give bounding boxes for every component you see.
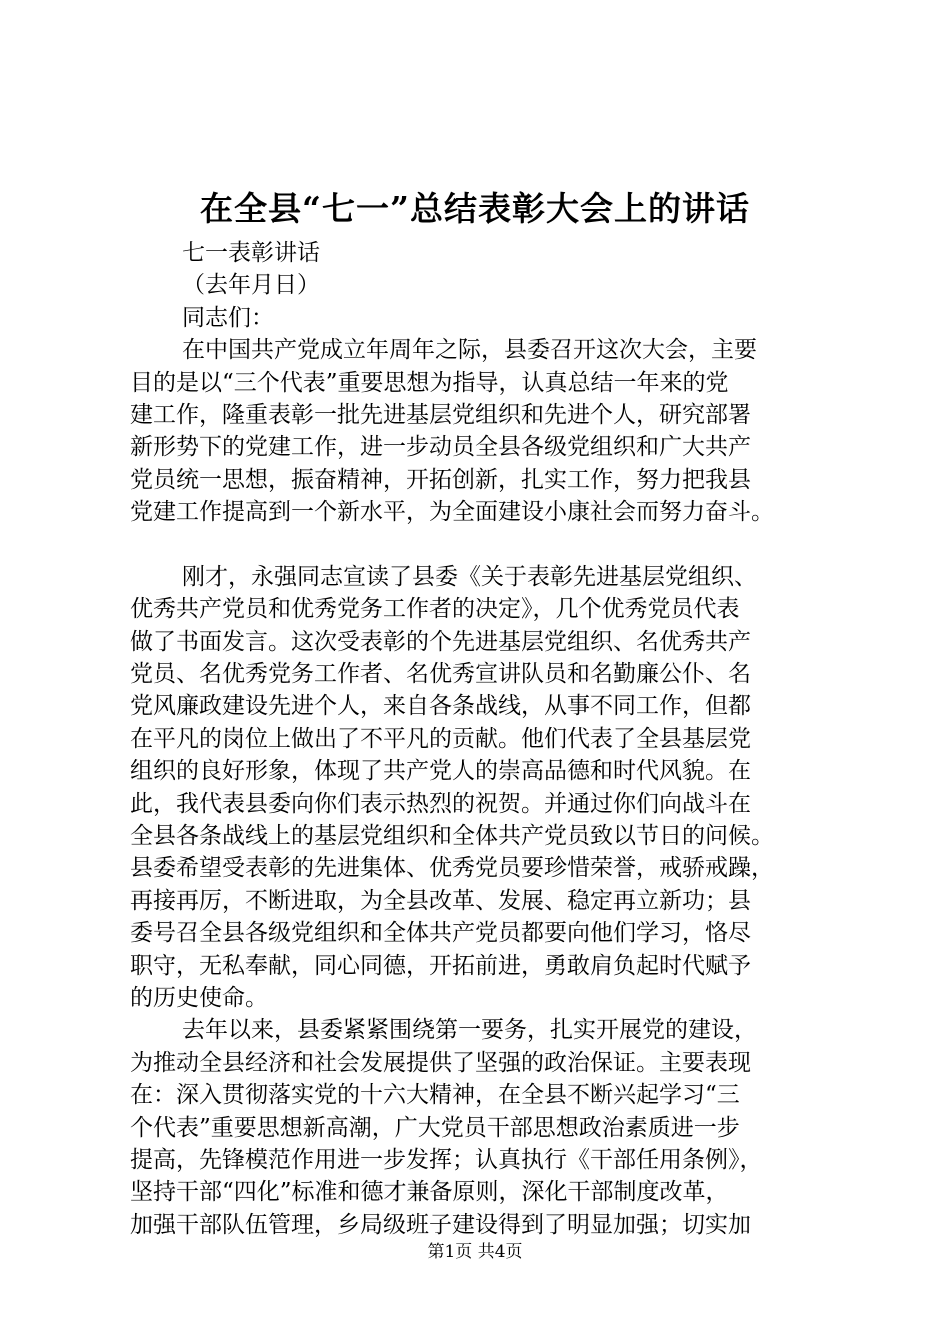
paragraph-line: 刚才，永强同志宣读了县委《关于表彰先进基层党组织、	[182, 563, 757, 590]
paragraph-line: 为推动全县经济和社会发展提供了坚强的政治保证。主要表现	[130, 1049, 751, 1076]
paragraph-line: 全县各条战线上的基层党组织和全体共产党员致以节日的问候。	[130, 823, 774, 850]
paragraph-line: 新形势下的党建工作，进一步动员全县各级党组织和广大共产	[130, 434, 751, 461]
document-body	[130, 237, 830, 1241]
subtitle: 七一表彰讲话	[182, 240, 320, 266]
paragraph-line: 优秀共产党员和优秀党务工作者的决定》，几个优秀党员代表	[130, 596, 740, 623]
paragraph-line: 坚持干部“四化”标准和德才兼备原则，深化干部制度改革，	[130, 1179, 729, 1206]
paragraph-line: 目的是以“三个代表”重要思想为指导，认真总结一年来的党	[130, 369, 729, 396]
paragraph-2	[130, 561, 830, 1014]
paragraph-line: 职守，无私奉献，同心同德，开拓前进，勇敢肩负起时代赋予	[130, 952, 751, 979]
paragraph-3	[130, 1014, 830, 1241]
paragraph-line: 党风廉政建设先进个人，来自各条战线，从事不同工作，但都	[130, 693, 751, 720]
paragraph-line: 组织的良好形象，体现了共产党人的崇高品德和时代风貌。在	[130, 758, 751, 785]
paragraph-line: 党员统一思想，振奋精神，开拓创新，扎实工作，努力把我县	[130, 466, 751, 493]
paragraph-line: 提高，先锋模范作用进一步发挥；认真执行《干部任用条例》，	[130, 1146, 763, 1173]
paragraph-line: 委号召全县各级党组织和全体共产党员都要向他们学习，恪尽	[130, 920, 751, 947]
page-number: 第1页 共4页	[427, 1242, 523, 1262]
paragraph-spacer	[130, 529, 830, 561]
paragraph-line: 的历史使命。	[130, 984, 268, 1011]
paragraph-line: 在：深入贯彻落实党的十六大精神，在全县不断兴起学习“三	[130, 1082, 740, 1109]
paragraph-line: 个代表”重要思想新高潮，广大党员干部思想政治素质进一步	[130, 1114, 740, 1141]
paragraph-1	[130, 334, 830, 528]
paragraph-line: 此，我代表县委向你们表示热烈的祝贺。并通过你们向战斗在	[130, 790, 751, 817]
paragraph-line: 县委希望受表彰的先进集体、优秀党员要珍惜荣誉，戒骄戒躁，	[130, 855, 774, 882]
salutation: 同志们：	[182, 304, 274, 331]
paragraph-line: 党员、名优秀党务工作者、名优秀宣讲队员和名勤廉公仆、名	[130, 661, 751, 688]
paragraph-line: 去年以来，县委紧紧围绕第一要务，扎实开展党的建设，	[182, 1017, 757, 1044]
date-line: （去年月日）	[182, 272, 320, 299]
paragraph-line: 党建工作提高到一个新水平，为全面建设小康社会而努力奋斗。	[130, 499, 774, 526]
paragraph-line: 建工作，隆重表彰一批先进基层党组织和先进个人，研究部署	[130, 401, 751, 428]
paragraph-line: 做了书面发言。这次受表彰的个先进基层党组织、名优秀共产	[130, 628, 751, 655]
paragraph-line: 在平凡的岗位上做出了不平凡的贡献。他们代表了全县基层党	[130, 725, 751, 752]
paragraph-line: 加强干部队伍管理，乡局级班子建设得到了明显加强；切实加	[130, 1211, 751, 1238]
paragraph-line: 再接再厉，不断进取，为全县改革、发展、稳定再立新功；县	[130, 887, 751, 914]
paragraph-line: 在中国共产党成立年周年之际，县委召开这次大会，主要	[182, 337, 757, 364]
document-title: 在全县“七一”总结表彰大会上的讲话	[200, 189, 750, 228]
